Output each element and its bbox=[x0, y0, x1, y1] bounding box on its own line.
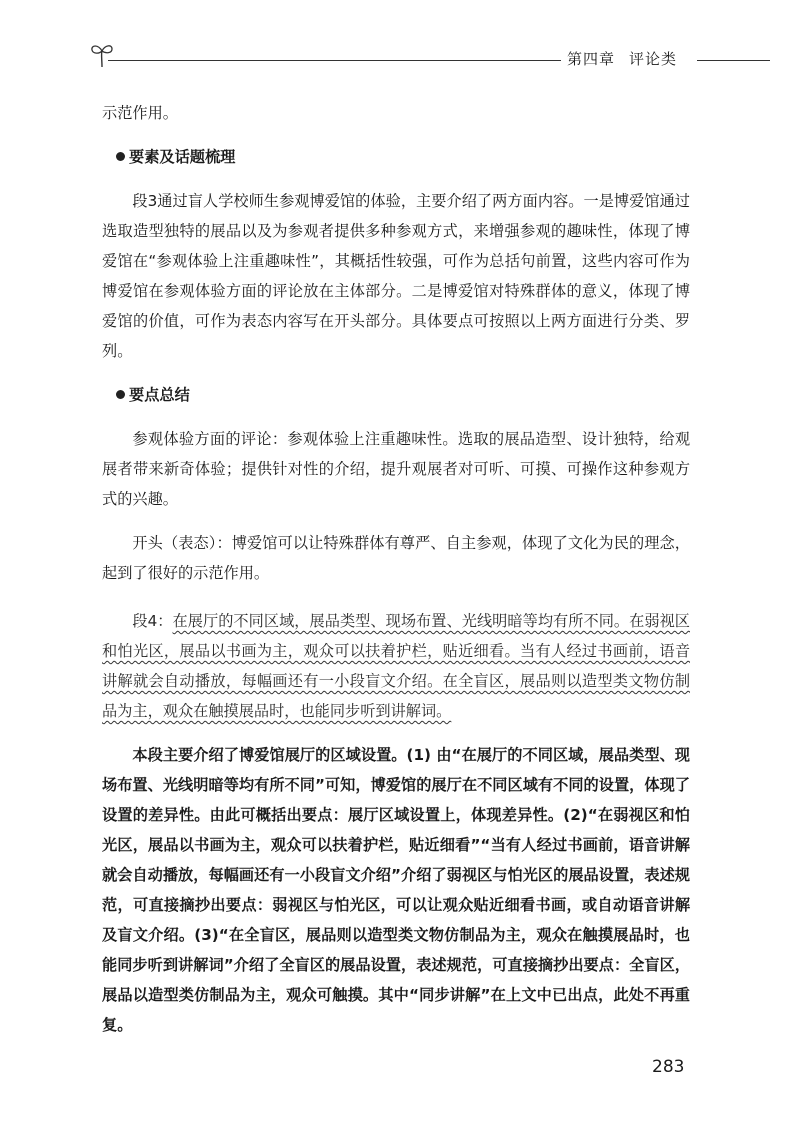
page-number: 283 bbox=[652, 1057, 685, 1077]
running-header bbox=[90, 42, 770, 70]
heading-elements bbox=[102, 142, 690, 172]
sprout-icon bbox=[90, 42, 114, 68]
quoted-passage bbox=[102, 606, 690, 726]
paragraph-continuation: 示范作用。 bbox=[102, 104, 178, 122]
heading-text: 要点总结 bbox=[129, 386, 190, 404]
paragraph-opening: 开头（表态）：博爱馆可以让特殊群体有尊严、自主参观，体现了文化为民的理念，起到了很好的示范作用。 bbox=[102, 534, 690, 582]
quote-text: 在展厅的不同区域，展品类型、现场布置、光线明暗等均有所不同。在弱视区和怕光区，展品以书画为主，观众可以扶着护栏，贴近细看。当有人经过书画前，语音讲解就会自动播放，每幅画还有一小段盲文介绍。在全盲区，展品则以造型类文物仿制品为主，观众在触摸展品时，也能同步听到讲解词。 bbox=[102, 612, 690, 720]
heading-summary bbox=[102, 380, 690, 410]
chapter-label: 第四章 bbox=[567, 50, 616, 68]
paragraph-explanation: 本段主要介绍了博爱馆展厅的区域设置。(1) 由“在展厅的不同区域，展品类型、现场布置、光线明暗等均有所不同”可知，博爱馆的展厅在不同区域有不同的设置，体现了设置的差异性。由此可概括出要点：展厅区域设置上，体现差异性。(2)“在弱视区和怕光区，展品以书画为主，观众可以扶着护栏，贴近细看”“当有人经过书画前，语音讲解就会自动播放，每幅画还有一小段盲文介绍”介绍了弱视区与怕光区的展品设置，表述规范，可直接摘抄出要点：弱视区与怕光区，可以让观众贴近细看书画，或自动语音讲解及盲文介绍。(3)“在全盲区，展品则以造型类文物仿制品为主，观众在触摸展品时，也能同步听到讲解词”介绍了全盲区的展品设置，表述规范，可直接摘抄出要点：全盲区，展品以造型类仿制品为主，观众可触摸。其中“同步讲解”在上文中已出点，此处不再重复。 bbox=[102, 746, 690, 1034]
quote-label: 段4： bbox=[132, 612, 173, 630]
chapter-title bbox=[561, 48, 697, 69]
paragraph-experience: 参观体验方面的评论：参观体验上注重趣味性。选取的展品造型、设计独特，给观展者带来新奇体验；提供针对性的介绍，提升观展者对可听、可摸、可操作这种参观方式的兴趣。 bbox=[102, 430, 690, 508]
bullet-icon bbox=[116, 152, 125, 161]
paragraph-analysis: 段3通过盲人学校师生参观博爱馆的体验，主要介绍了两方面内容。一是博爱馆通过选取造型独特的展品以及为参观者提供多种参观方式，来增强参观的趣味性，体现了博爱馆在“参观体验上注重趣味性”，其概括性较强，可作为总括句前置，这些内容可作为博爱馆在参观体验方面的评论放在主体部分。二是博爱馆对特殊群体的意义，体现了博爱馆的价值，可作为表态内容写在开头部分。具体要点可按照以上两方面进行分类、罗列。 bbox=[102, 192, 690, 360]
page-body bbox=[102, 98, 690, 1040]
bullet-icon bbox=[116, 390, 125, 399]
section-label: 评论类 bbox=[629, 50, 678, 68]
heading-text: 要素及话题梳理 bbox=[129, 148, 236, 166]
